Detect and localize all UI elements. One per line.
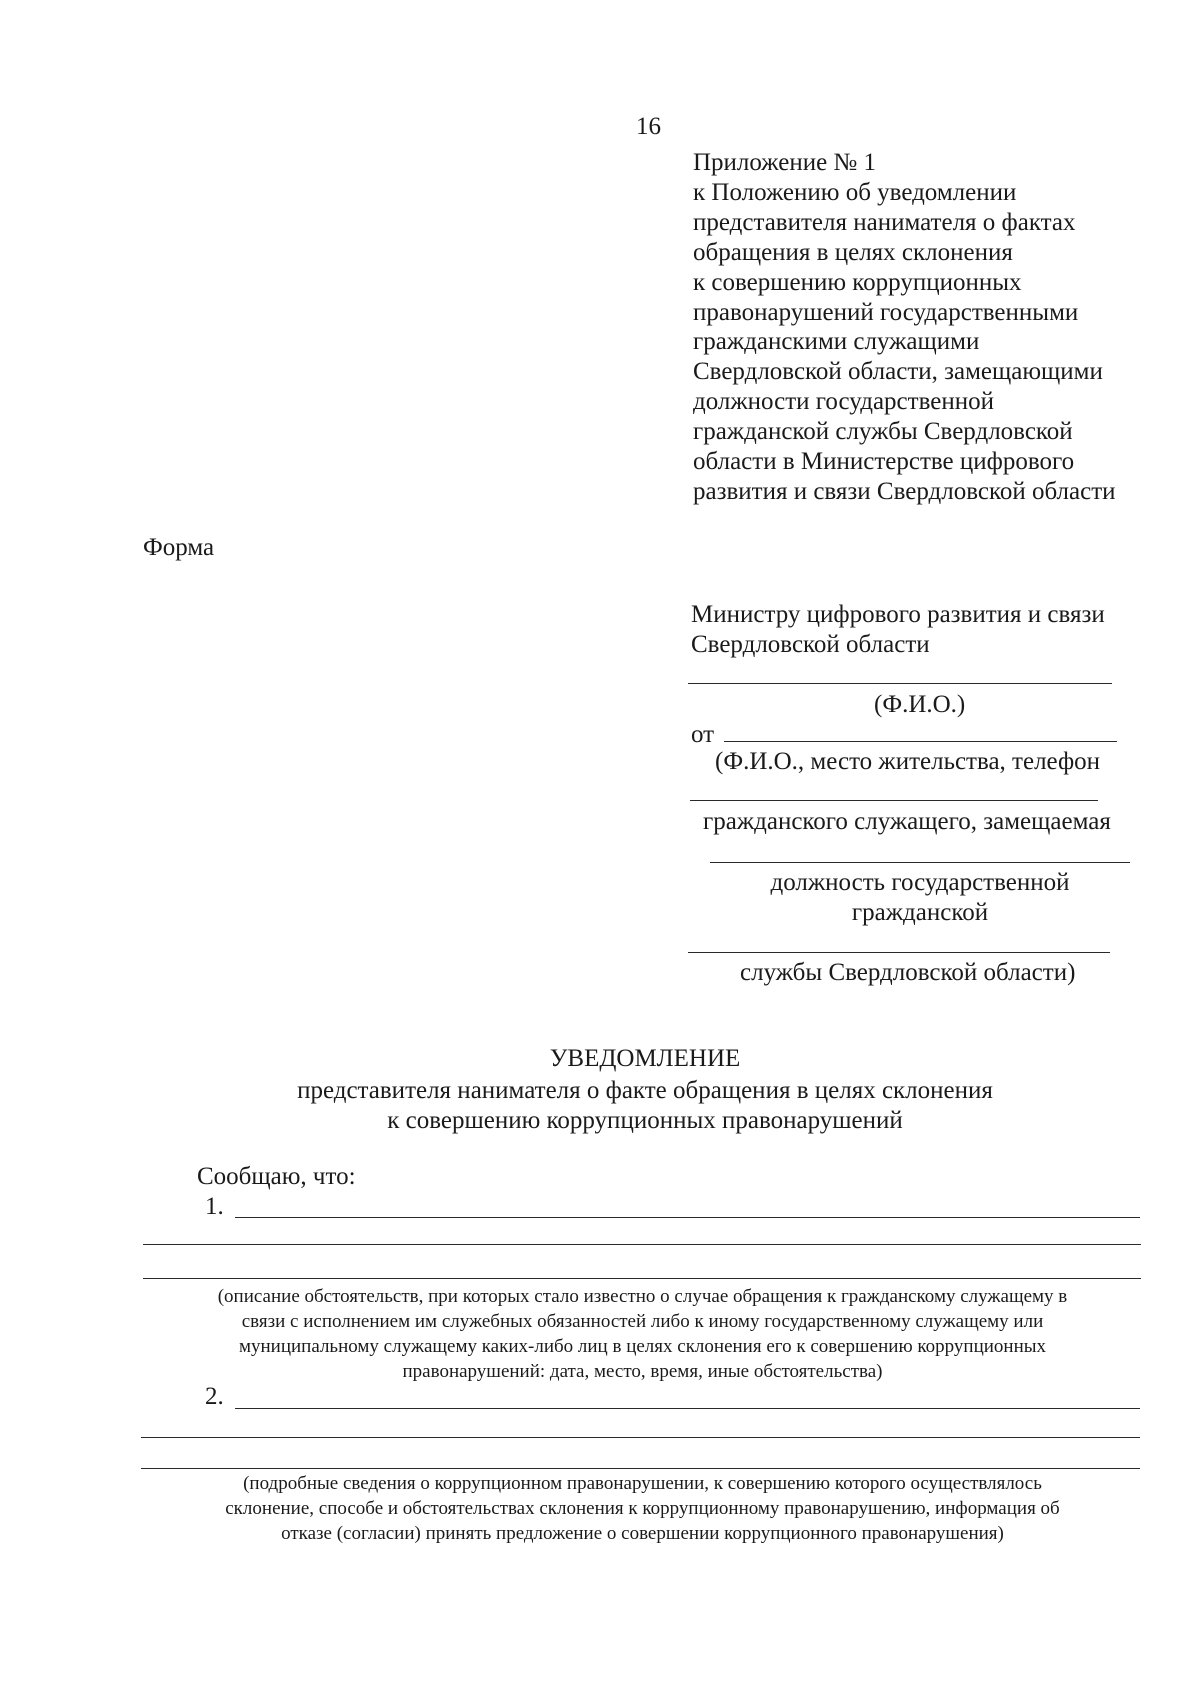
- appendix-line: гражданскими служащими: [693, 328, 980, 356]
- item-2-field-line-3: [141, 1468, 1140, 1469]
- appendix-line: правонарушений государственными: [693, 298, 1079, 326]
- appendix-line: к Положению об уведомлении: [693, 178, 1017, 206]
- fio-hint: (Ф.И.О.): [874, 691, 966, 718]
- appendix-line: представителя нанимателя о фактах: [693, 208, 1076, 236]
- from-hint-3: должность государственной: [770, 869, 1070, 896]
- item-1-number: 1.: [205, 1193, 224, 1220]
- appendix-line: области в Министерстве цифрового: [693, 448, 1075, 476]
- appendix-line: Свердловской области, замещающими: [693, 358, 1103, 386]
- from-label: от: [691, 721, 715, 748]
- item-2-field-line-2: [141, 1437, 1140, 1438]
- appendix-line: развития и связи Свердловской области: [693, 477, 1116, 505]
- from-hint-4: гражданской: [851, 899, 989, 926]
- item-1-hint-line: муниципальному служащему каких-либо лиц в целях склонения его к совершению коррупционных: [238, 1336, 1047, 1357]
- appendix-line: должности государственной: [693, 388, 994, 416]
- appendix-line: обращения в целях склонения: [693, 238, 1013, 266]
- item-1-hint-line: правонарушений: дата, место, время, иные обстоятельства): [402, 1361, 883, 1382]
- item-2-hint-line: отказе (согласии) принять предложение о совершении коррупционного правонарушения): [281, 1523, 1004, 1544]
- appendix-line: Приложение № 1: [693, 149, 877, 176]
- item-1-field-line-1: [235, 1217, 1140, 1218]
- addressee-line-2: Свердловской области: [691, 631, 930, 658]
- item-1-hint-line: связи с исполнением им служебных обязанностей либо к иному государственному служащему или: [241, 1311, 1044, 1332]
- item-1-hint-line: (описание обстоятельств, при которых стало известно о случае обращения к гражданскому служащему в: [217, 1286, 1068, 1307]
- from-hint-5: службы Свердловской области): [740, 959, 1076, 986]
- fio-underline: [688, 683, 1112, 684]
- intro-text: Сообщаю, что:: [197, 1163, 356, 1190]
- hint-underline-2: [690, 800, 1098, 801]
- item-1-field-line-3: [143, 1278, 1141, 1279]
- from-hint-1: (Ф.И.О., место жительства, телефон: [715, 748, 1101, 775]
- item-2-hint-line: склонение, способе и обстоятельствах склонения к коррупционному правонарушению, информация об: [225, 1498, 1060, 1519]
- document-subtitle-1: представителя нанимателя о факте обращения в целях склонения: [297, 1077, 993, 1104]
- appendix-header: [693, 148, 1116, 507]
- document-title: УВЕДОМЛЕНИЕ: [549, 1045, 741, 1072]
- item-2-number: 2.: [205, 1383, 224, 1410]
- addressee-line-1: Министру цифрового развития и связи: [691, 601, 1105, 628]
- from-underline: [724, 741, 1117, 742]
- document-subtitle-2: к совершению коррупционных правонарушений: [387, 1107, 903, 1134]
- form-label: Форма: [143, 534, 215, 561]
- appendix-line: к совершению коррупционных: [693, 268, 1022, 296]
- page-number: 16: [636, 113, 661, 140]
- appendix-line: гражданской службы Свердловской: [693, 418, 1073, 446]
- from-hint-2: гражданского служащего, замещаемая: [703, 808, 1111, 835]
- item-2-field-line-1: [235, 1408, 1140, 1409]
- hint-underline-3: [710, 862, 1130, 863]
- item-2-hint-line: (подробные сведения о коррупционном правонарушении, к совершению которого осуществлялось: [243, 1473, 1042, 1494]
- hint-underline-4: [688, 952, 1110, 953]
- item-1-field-line-2: [143, 1244, 1141, 1245]
